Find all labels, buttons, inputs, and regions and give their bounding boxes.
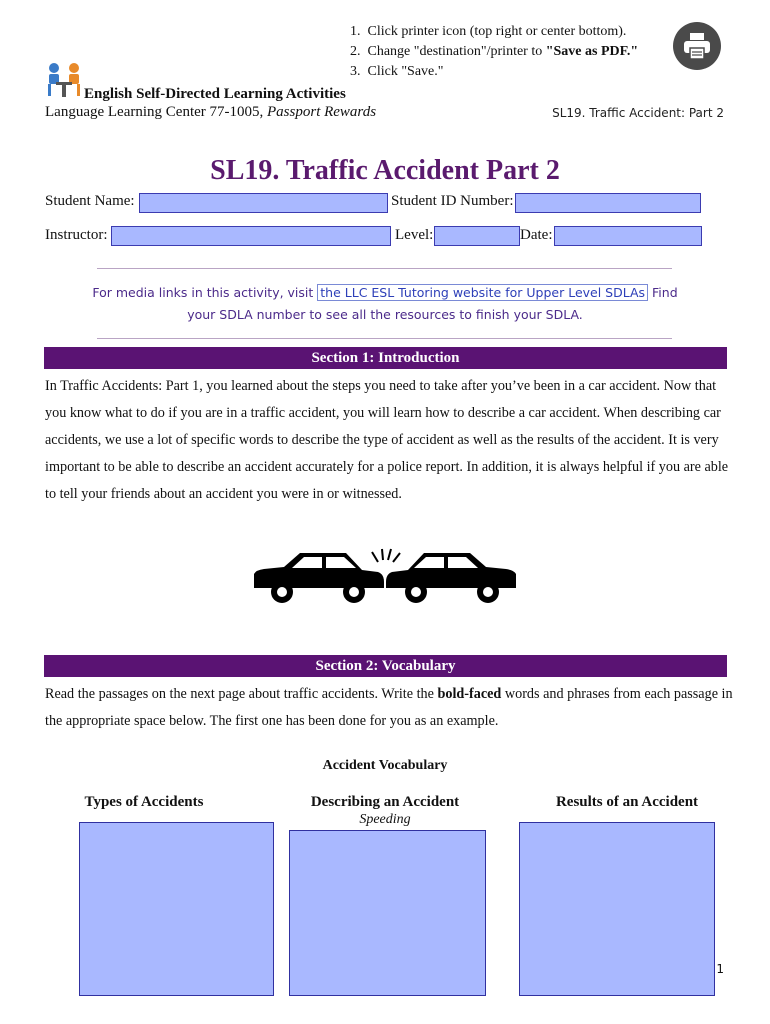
date-field[interactable] (554, 226, 702, 246)
media-note: For media links in this activity, visit the LLC ESL Tutoring website for Upper Level SDLAs Find your SDLA number to see all the resources to finish your SDLA. (92, 285, 678, 322)
section-1-header: Section 1: Introduction (44, 347, 727, 369)
student-id-field[interactable] (515, 193, 701, 213)
instruction-2: 2. Change "destination"/printer to "Save as PDF." (350, 44, 639, 59)
car-crash-illustration (250, 548, 520, 608)
llc-logo (44, 62, 84, 100)
divider-bottom (97, 338, 672, 339)
instructor-label: Instructor: (45, 227, 108, 243)
student-id-label: Student ID Number: (391, 193, 514, 209)
describing-an-accident-box[interactable] (289, 830, 486, 996)
level-field[interactable] (434, 226, 520, 246)
example-answer: Speeding (359, 812, 411, 827)
page-number: 1 (716, 962, 724, 976)
column-types-of-accidents: Types of Accidents (84, 794, 204, 810)
section-1-text: In Traffic Accidents: Part 1, you learned about the steps you need to take after you’ve been in a car accident. Now that you know what to do if you are in a traffic accident, you will learn how to describe a car accident. When describing car accidents, we use a lot of specific words to describe the type of accident as well as the results of the accident. It is very important to be able to describe an accident accurately for a police report. In addition, it is always helpful if you are able to tell your friends about an accident you were in or witnessed. (45, 378, 729, 502)
sdla-website-link[interactable]: the LLC ESL Tutoring website for Upper Level SDLAs (317, 284, 648, 301)
section-2-text: Read the passages on the next page about traffic accidents. Write the bold-faced words and phrases from each passage in the appropriate space below. The first one has been done for you as an example. (45, 686, 733, 729)
printer-icon (682, 32, 712, 60)
types-of-accidents-box[interactable] (79, 822, 274, 996)
right-car-icon (386, 553, 516, 603)
instruction-1: 1. Click printer icon (top right or center bottom). (350, 24, 627, 39)
column-describing-an-accident: Describing an Accident (310, 794, 460, 810)
results-of-an-accident-box[interactable] (519, 822, 715, 996)
date-label: Date: (520, 227, 553, 243)
student-name-label: Student Name: (45, 193, 135, 209)
print-instructions (350, 22, 638, 82)
section-2-header: Section 2: Vocabulary (44, 655, 727, 677)
vocabulary-table-title: Accident Vocabulary (322, 758, 448, 773)
printer-button[interactable] (673, 22, 721, 70)
instructor-field[interactable] (111, 226, 391, 246)
column-results-of-an-accident: Results of an Accident (555, 794, 699, 810)
header-title: English Self-Directed Learning Activities (84, 86, 346, 102)
page-title: SL19. Traffic Accident Part 2 (210, 155, 560, 186)
impact-lines-icon (372, 549, 400, 562)
student-name-field[interactable] (139, 193, 388, 213)
instruction-3: 3. Click "Save." (350, 64, 444, 79)
divider-top (97, 268, 672, 269)
header-activity-code: SL19. Traffic Accident: Part 2 (552, 106, 724, 120)
left-car-icon (254, 553, 384, 603)
level-label: Level: (395, 227, 434, 243)
header-subtitle: Language Learning Center 77-1005, Passport Rewards (45, 104, 377, 120)
